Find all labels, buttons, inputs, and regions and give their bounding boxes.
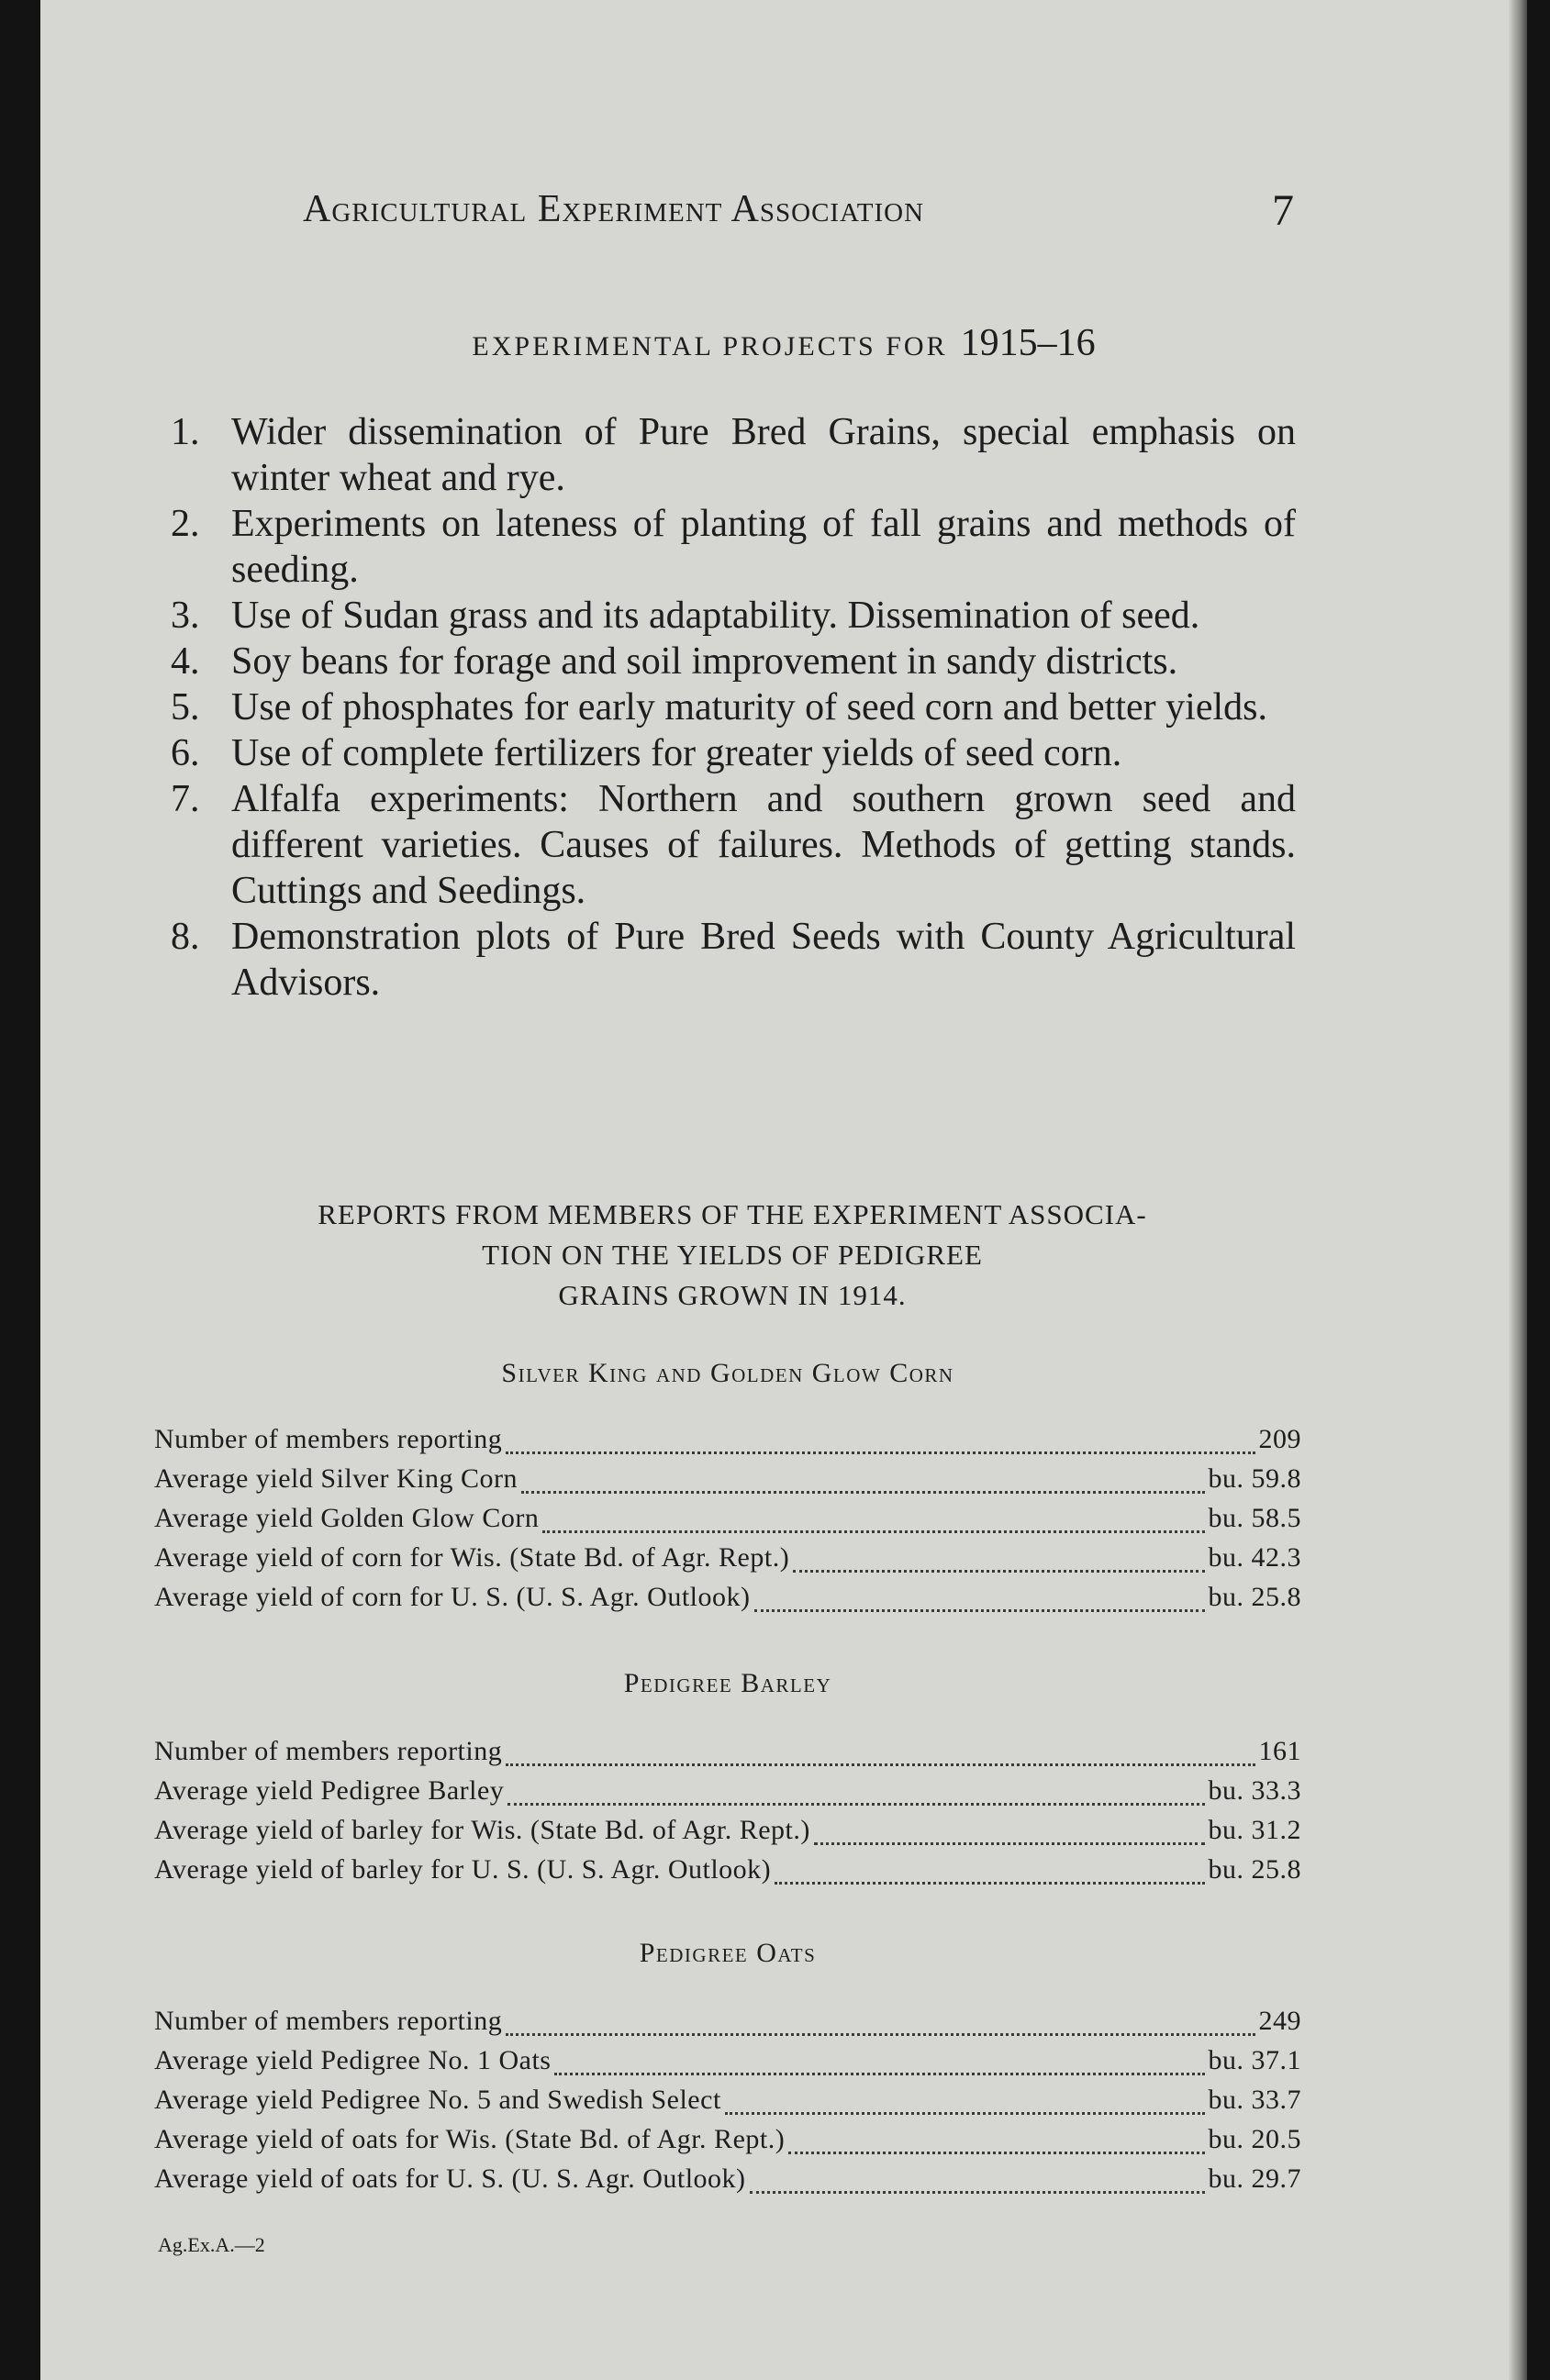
list-item bbox=[158, 409, 1296, 501]
row-label: Average yield Golden Glow Corn bbox=[154, 1503, 540, 1533]
signature-mark: Ag.Ex.A.—2 bbox=[158, 2233, 265, 2256]
barley-yield-table bbox=[154, 1668, 1301, 1894]
row-label: Number of members reporting bbox=[154, 2006, 503, 2036]
dot-leader bbox=[814, 1842, 1205, 1845]
row-value: bu. 31.2 bbox=[1208, 1815, 1301, 1845]
list-item-number: 6. bbox=[171, 732, 200, 774]
list-item-number: 7. bbox=[171, 778, 200, 820]
table-row bbox=[154, 2085, 1301, 2124]
reports-heading-line: REPORTS FROM MEMBERS OF THE EXPERIMENT ASSOCIA- bbox=[318, 1198, 1147, 1230]
table-row bbox=[154, 1582, 1301, 1621]
table-row bbox=[154, 2163, 1301, 2203]
table-row bbox=[154, 1503, 1301, 1542]
row-value: 209 bbox=[1258, 1424, 1301, 1454]
dot-leader bbox=[507, 1803, 1204, 1806]
dot-leader bbox=[506, 1451, 1254, 1454]
list-item-text: Demonstration plots of Pure Bred Seeds with County Agricultural Advisors. bbox=[231, 916, 1296, 1004]
row-value: bu. 58.5 bbox=[1208, 1503, 1301, 1533]
oats-yield-table bbox=[154, 1938, 1301, 2203]
projects-heading-text: EXPERIMENTAL PROJECTS FOR bbox=[472, 331, 948, 361]
row-value: bu. 59.8 bbox=[1208, 1463, 1301, 1494]
reports-heading bbox=[154, 1195, 1310, 1316]
running-head bbox=[303, 187, 1294, 242]
table-row bbox=[154, 2045, 1301, 2085]
row-label: Average yield of oats for Wis. (State Bd. of Agr. Rept.) bbox=[154, 2124, 786, 2154]
row-value: bu. 20.5 bbox=[1208, 2124, 1301, 2154]
dot-leader bbox=[506, 1763, 1254, 1766]
dot-leader bbox=[725, 2112, 1205, 2115]
row-label: Average yield of oats for U. S. (U. S. Agr. Outlook) bbox=[154, 2163, 746, 2194]
table-heading: Pedigree Oats bbox=[639, 1938, 817, 1968]
table-row bbox=[154, 1736, 1301, 1775]
table-row bbox=[154, 1424, 1301, 1463]
row-value: 249 bbox=[1258, 2006, 1301, 2036]
row-value: bu. 33.7 bbox=[1208, 2085, 1301, 2115]
list-item-text: Alfalfa experiments: Northern and southern grown seed and different varieties. Causes of failures. Methods of getting stands. Cuttings and Seedings. bbox=[231, 778, 1296, 912]
list-item-number: 1. bbox=[171, 411, 200, 453]
corn-yield-table bbox=[154, 1358, 1301, 1621]
list-item-number: 5. bbox=[171, 686, 200, 728]
row-value: bu. 25.8 bbox=[1208, 1582, 1301, 1612]
row-label: Average yield Silver King Corn bbox=[154, 1463, 519, 1494]
row-label: Average yield Pedigree Barley bbox=[154, 1775, 505, 1806]
table-row bbox=[154, 1854, 1301, 1894]
book-page bbox=[40, 0, 1527, 2380]
dot-leader bbox=[521, 1491, 1204, 1494]
list-item-text: Wider dissemination of Pure Bred Grains, special emphasis on winter wheat and rye. bbox=[231, 411, 1296, 499]
list-item bbox=[158, 914, 1296, 1006]
list-item bbox=[158, 730, 1296, 776]
row-value: bu. 25.8 bbox=[1208, 1854, 1301, 1885]
dot-leader bbox=[506, 2033, 1254, 2036]
dot-leader bbox=[750, 2191, 1205, 2194]
list-item-number: 8. bbox=[171, 916, 200, 958]
projects-heading bbox=[40, 321, 1527, 365]
row-label: Average yield of barley for U. S. (U. S. Agr. Outlook) bbox=[154, 1854, 772, 1885]
row-label: Average yield Pedigree No. 5 and Swedish Select bbox=[154, 2085, 721, 2115]
row-label: Average yield of corn for U. S. (U. S. Agr. Outlook) bbox=[154, 1582, 751, 1612]
dot-leader bbox=[542, 1530, 1204, 1533]
running-head-title: Agricultural Experiment Association bbox=[303, 188, 925, 230]
list-item-text: Use of complete fertilizers for greater yields of seed corn. bbox=[231, 732, 1122, 774]
dot-leader bbox=[754, 1609, 1205, 1612]
list-item-text: Soy beans for forage and soil improvement in sandy districts. bbox=[231, 640, 1178, 683]
row-label: Average yield of corn for Wis. (State Bd. of Agr. Rept.) bbox=[154, 1542, 790, 1573]
list-item-text: Use of Sudan grass and its adaptability. Dissemination of seed. bbox=[231, 595, 1200, 637]
dot-leader bbox=[793, 1570, 1204, 1573]
table-row bbox=[154, 1815, 1301, 1854]
row-value: bu. 42.3 bbox=[1208, 1542, 1301, 1573]
list-item-text: Use of phosphates for early maturity of seed corn and better yields. bbox=[231, 686, 1267, 728]
dot-leader bbox=[554, 2073, 1204, 2075]
row-label: Number of members reporting bbox=[154, 1424, 503, 1454]
list-item bbox=[158, 776, 1296, 914]
list-item bbox=[158, 593, 1296, 639]
table-heading: Silver King and Golden Glow Corn bbox=[501, 1358, 954, 1388]
dot-leader bbox=[775, 1882, 1204, 1885]
projects-heading-year: 1915–16 bbox=[960, 322, 1096, 364]
row-label: Number of members reporting bbox=[154, 1736, 503, 1766]
row-value: bu. 29.7 bbox=[1208, 2163, 1301, 2194]
row-value: bu. 33.3 bbox=[1208, 1775, 1301, 1806]
table-heading: Pedigree Barley bbox=[623, 1668, 832, 1698]
row-value: bu. 37.1 bbox=[1208, 2045, 1301, 2075]
row-label: Average yield Pedigree No. 1 Oats bbox=[154, 2045, 552, 2075]
list-item-number: 4. bbox=[171, 640, 200, 683]
row-value: 161 bbox=[1258, 1736, 1301, 1766]
page-number: 7 bbox=[1272, 186, 1294, 235]
list-item bbox=[158, 639, 1296, 684]
table-row bbox=[154, 1463, 1301, 1503]
reports-heading-line: GRAINS GROWN IN 1914. bbox=[558, 1279, 907, 1311]
table-row bbox=[154, 2124, 1301, 2163]
table-row bbox=[154, 1775, 1301, 1815]
list-item-text: Experiments on lateness of planting of fall grains and methods of seeding. bbox=[231, 503, 1296, 591]
list-item bbox=[158, 501, 1296, 593]
list-item-number: 3. bbox=[171, 595, 200, 637]
table-row bbox=[154, 2006, 1301, 2045]
list-item-number: 2. bbox=[171, 503, 200, 545]
table-row bbox=[154, 1542, 1301, 1582]
projects-list bbox=[158, 409, 1296, 1006]
row-label: Average yield of barley for Wis. (State Bd. of Agr. Rept.) bbox=[154, 1815, 810, 1845]
dot-leader bbox=[788, 2152, 1204, 2154]
reports-heading-line: TION ON THE YIELDS OF PEDIGREE bbox=[482, 1239, 983, 1271]
list-item bbox=[158, 684, 1296, 730]
